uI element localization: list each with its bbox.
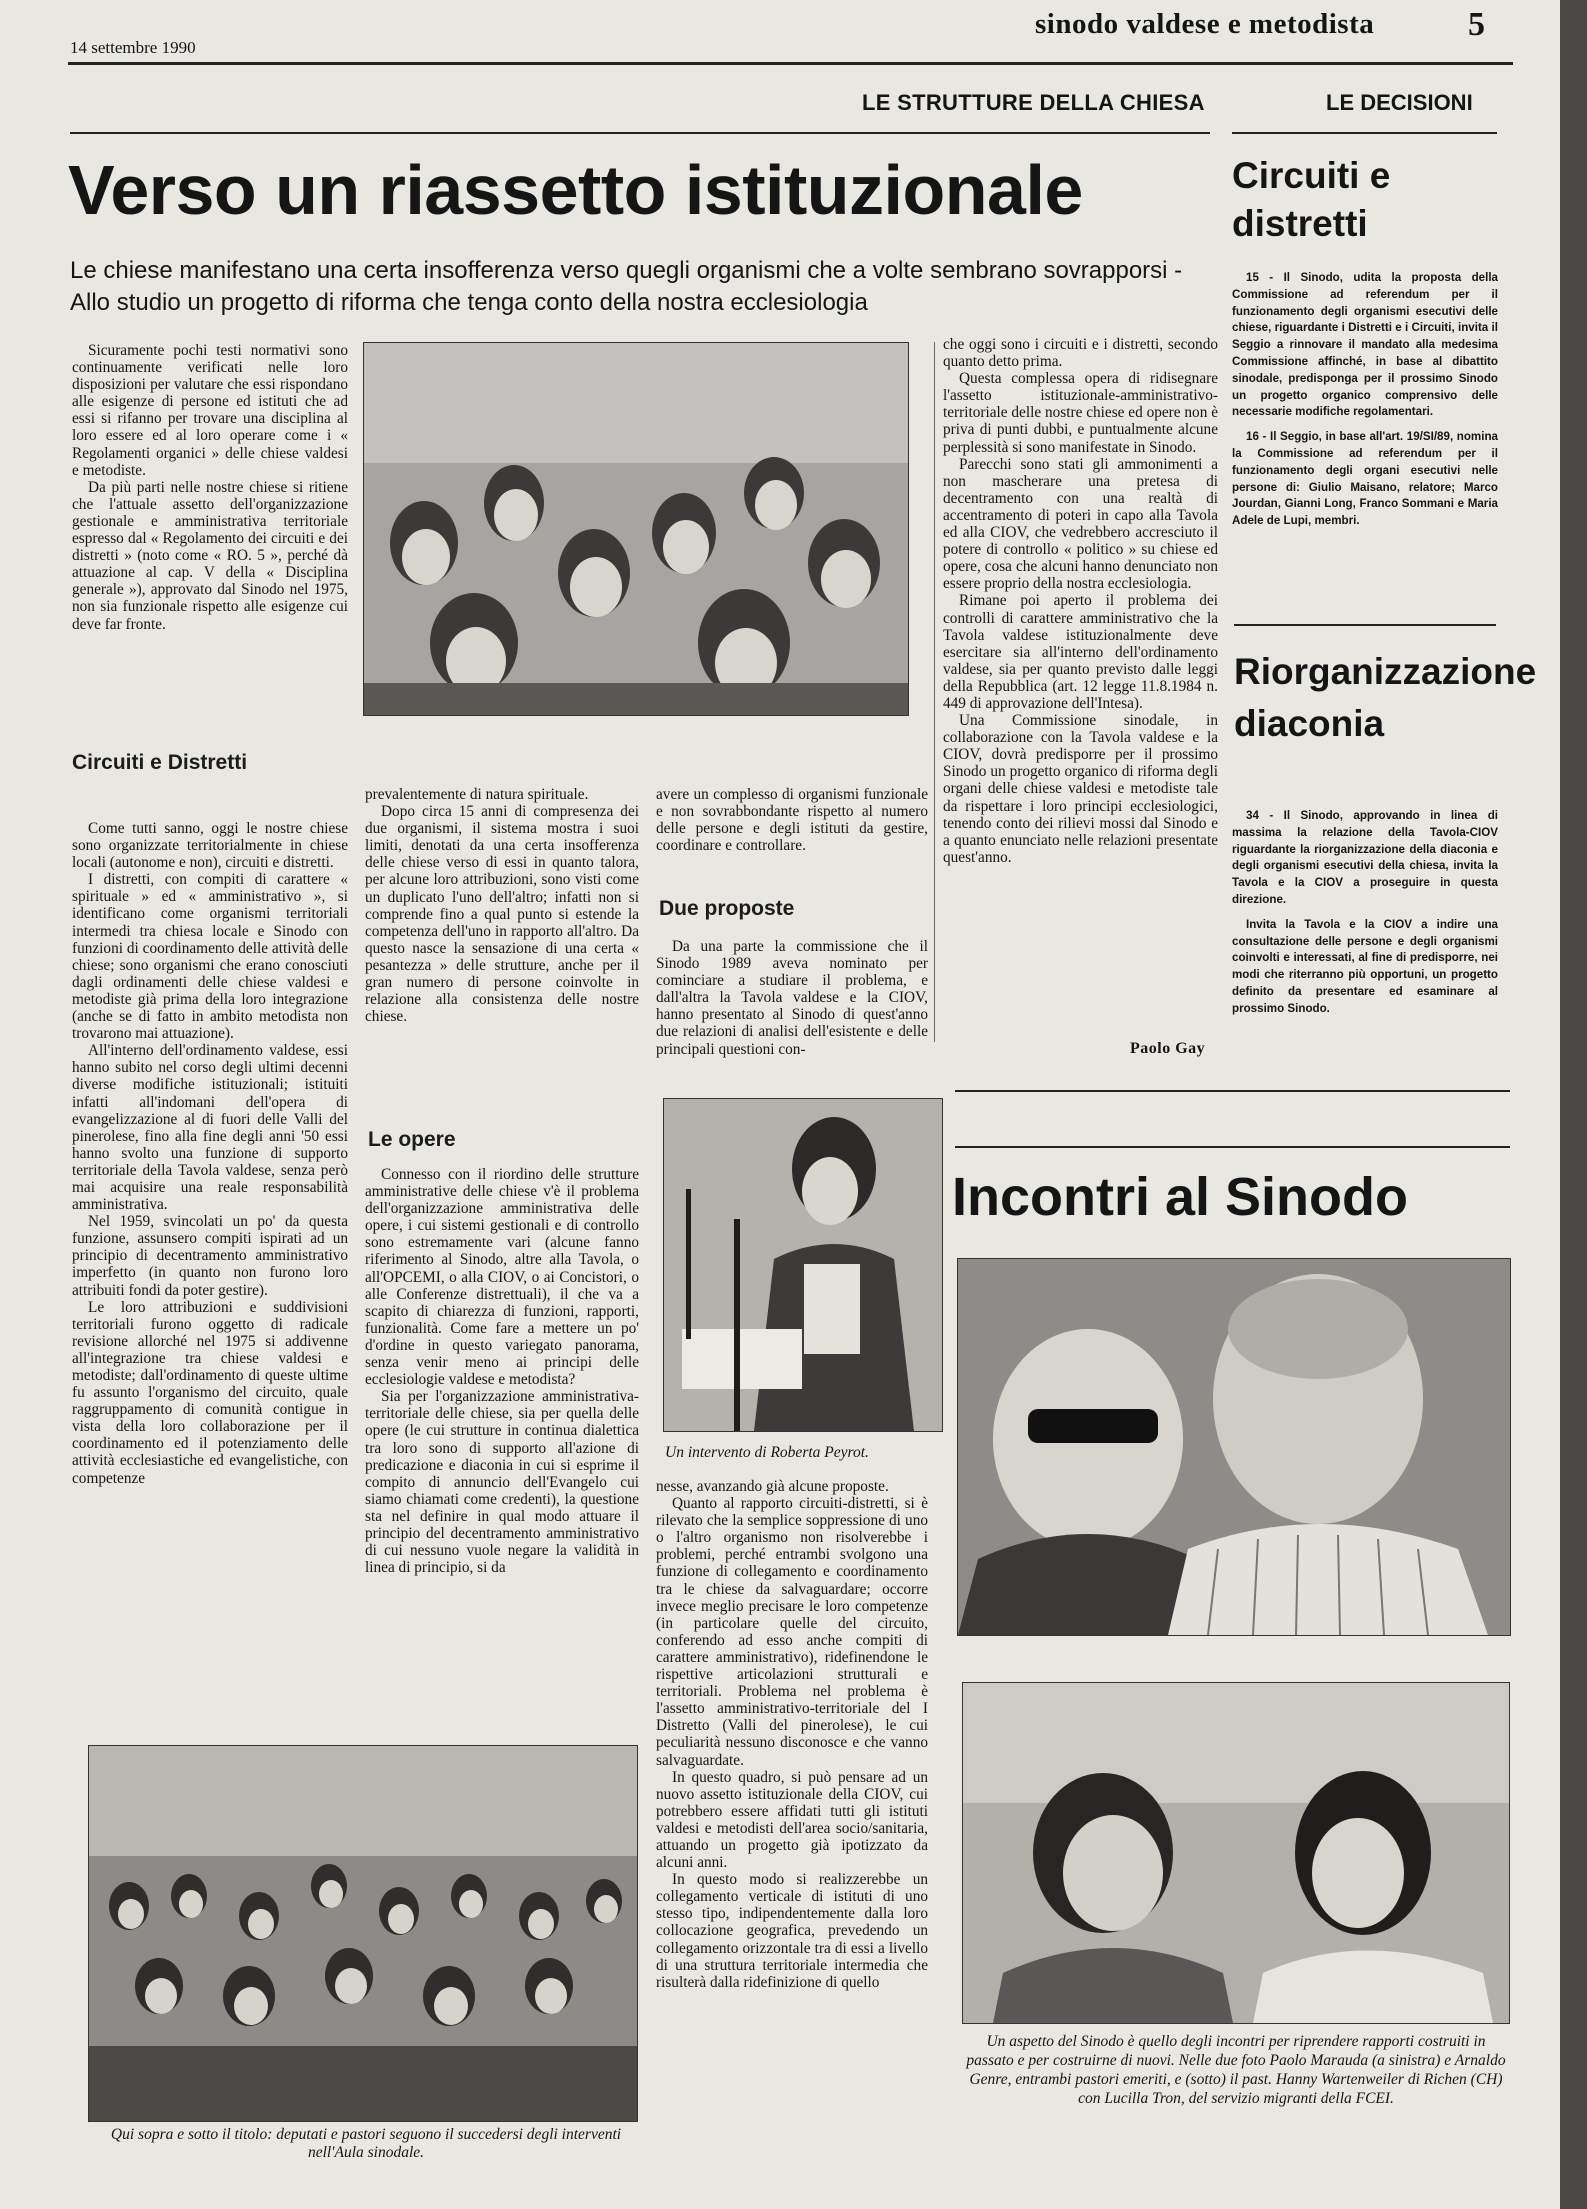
decisioni-divider <box>1234 624 1496 626</box>
paragraph: Sia per l'organizzazione amministrativa-territoriale delle chiese, sia per quella delle opere (le cui strutture in continua dialettica tra loro sono di supporto all'azione di predicazione e diaconia in cui si esprime il compito di annuncio dell'Evangelo cui siamo chiamati come credenti), la questione sta nel definire in qual modo attuare il principio del decentramento amministrativo di cui nessuno vuole negare la validità in linea di principio, si da <box>365 1388 639 1577</box>
paragraph: Rimane poi aperto il problema dei controlli di carattere amministrativo che la Tavola valdese istituzionalmente deve esercitare sia all'interno dell'ordinamento valdese, sia per quanto previsto dalle leggi della Repubblica (art. 12 legge 11.8.1984 n. 449 di approvazione dell'Intesa). <box>943 592 1218 712</box>
section-rule-right <box>1232 132 1497 134</box>
paragraph: Invita la Tavola e la CIOV a indire una consultazione delle persone e degli organismi coinvolti e interessati, al fine di predisporre, nei modi che riterranno più opportuni, un progetto definito da presentare ed esaminare al prossimo Sinodo. <box>1232 917 1498 1015</box>
paragraph: Da più parti nelle nostre chiese si ritiene che l'attuale assetto dell'organizzazione gestionale e amministrativa territoriale espresso dal « Regolamento dei circuiti e dei distretti » (noto come « RO. 5 », perché dà attuazione al cap. V della « Disciplina generale »), approvato dal Sinodo nel 1975, non sia funzionale rispetto alle esigenze cui deve far fronte. <box>72 478 348 633</box>
caption-peyrot: Un intervento di Roberta Peyrot. <box>665 1444 869 1461</box>
paragraph: 34 - Il Sinodo, approvando in linea di massima la relazione della Tavola-CIOV riguardante la riorganizzazione della diaconia e degli organismi esecutivi della chiesa, invita la Tavola e la CIOV a proseguire in questa direzione. <box>1232 809 1498 906</box>
photo-aula-sinodale <box>88 1745 638 2122</box>
subhead-opere: Le opere <box>368 1128 456 1151</box>
women-photo-illustration <box>963 1683 1509 2023</box>
column-rule <box>934 342 935 1042</box>
author-signature: Paolo Gay <box>1130 1040 1206 1057</box>
column-1 <box>72 820 348 1725</box>
paragraph: Come tutti sanno, oggi le nostre chiese sono organizzate territorialmente in chiese locali (autonome e non), circuiti e distretti. <box>72 820 348 872</box>
paragraph: Nel 1959, svincolati un po' da questa funzione, assunsero compiti ispirati ad un principio di decentramento amministrativo imperfetto (in quanto non furono loro attribuiti fondi da poter gestire). <box>72 1213 348 1299</box>
paragraph: I distretti, con compiti di carattere « spirituale » ed « amministrativo », si identificano come organismi territoriali intermedi tra chiesa locale e Sinodo con funzioni di coordinamento delle attività delle chiese; sono organismi che erano conosciuti dagli ordinamenti delle chiese valdesi e metodiste già prima della loro integrazione (anche se di fatto in ambito metodista non trovarono mai attuazione). <box>72 871 348 1043</box>
decisioni-text-diaconia <box>1232 808 1498 1048</box>
column-2a <box>365 786 639 1111</box>
column-3b <box>656 938 928 1078</box>
paragraph: Questa complessa opera di ridisegnare l'assetto istituzionale-amministrativo-territoriale delle nostre chiese ed opere non è priva di punti dubbi, e puntualmente alcune perplessità si sono manifestate in Sinodo. <box>943 370 1218 456</box>
intro-column <box>72 342 348 722</box>
column-4 <box>943 336 1218 1034</box>
masthead-rule <box>68 62 1513 65</box>
column-3a <box>656 786 928 868</box>
paragraph: 15 - Il Sinodo, udita la proposta della Commissione ad referendum per il funzionamento degli organismi esecutivi delle chiese, riguardante i Distretti e i Circuiti, invita il Seggio a rinnovare il mandato alla medesima Commissione affinché, in base al dibattito sinodale, predisponga per il prossimo Sinodo un progetto organico comprensivo delle necessarie modifiche regolamentari. <box>1232 271 1498 419</box>
subhead-proposte: Due proposte <box>659 897 795 920</box>
paragraph: Connesso con il riordino delle strutture amministrative delle chiese v'è il problema dell'organizzazione amministrativa delle opere, i cui sistemi gestionali e di controllo sono estremamente vari (alcune fanno riferimento al Sinodo, altre alla Tavola, o all'OPCEMI, o alla CIOV, o ai Concistori, o alle Conferenze distrettuali), il che va a scapito di chiarezza di funzioni, rapporti, funzionalità. Come fare a mettere un po' d'ordine in questo variegato panorama, senza venir meno ai principi delle ecclesiologie valdese e metodista? <box>365 1166 639 1389</box>
paragraph: All'interno dell'ordinamento valdese, essi hanno subito nel corso degli ultimi decenni diverse modifiche istituzionali; istituiti infatti all'indomani dell'opera di evangelizzazione al di fuori delle Valli del pinerolese, fino alla fine degli anni '50 essi hanno svolto una funzione di supporto territoriale della Tavola valdese, senza però mai acquisire una reale responsabilità amministrativa. <box>72 1042 348 1214</box>
section-label-decisioni: LE DECISIONI <box>1326 90 1473 115</box>
paragraph: Le loro attribuzioni e suddivisioni territoriali furono oggetto di radicale revisione allorché nel 1975 si addivenne all'integrazione tra chiese valdesi e metodiste; dall'ordinamento di queste ultime fu assunto l'organismo del circuito, quale raggruppamento di comunità contigue in vista della loro collaborazione per il coordinamento ed il potenziamento delle attività ecclesiastiche ed evangelistiche, con competenze <box>72 1298 348 1487</box>
speaker-photo-illustration <box>664 1099 942 1431</box>
page-edge <box>1560 0 1587 2209</box>
article-deck: Le chiese manifestano una certa insofferenza verso quegli organismi che a volte sembrano sovrapporsi - Allo studio un progetto di riforma che tenga conto della nostra ecclesiologia <box>70 257 1183 316</box>
article-headline: Verso un riassetto istituzionale <box>68 151 1083 229</box>
paragraph: In questo modo si realizzerebbe un collegamento verticale di istituti di uno stesso tipo, indipendentemente dalla loro collocazione geografica, prevedendo un collegamento orizzontale tra di essi a livello di una struttura territoriale intermedia che risulterà dalla ridefinizione di quello <box>656 1871 928 1991</box>
subhead-circuiti: Circuiti e Distretti <box>72 751 248 774</box>
paragraph: Parecchi sono stati gli ammonimenti a non mascherare una pretesa di decentramento con una realtà di accentramento di poteri in capo alla Tavola ed alla CIOV, che vedrebbero accresciuto il potere di controllo « politico » su chiese ed opere, cosa che alcuni hanno denunciato non essere proprio della nostra ecclesiologia. <box>943 455 1218 593</box>
crowd-photo-illustration <box>364 343 908 715</box>
decisioni-title-circuiti: Circuiti e distretti <box>1232 155 1391 244</box>
paragraph: Da una parte la commissione che il Sinodo 1989 aveva nominato per cominciare a studiare il problema, e dall'altra la Tavola valdese e la CIOV, hanno presentato al Sinodo di quest'anno due relazioni di analisi dell'esistente e delle principali questioni con- <box>656 938 928 1058</box>
paragraph: avere un complesso di organismi funzionale e non sovrabbondante rispetto al numero delle persone e degli istituti da gestire, coordinare e controllare. <box>656 786 928 855</box>
column-3c <box>656 1478 928 2150</box>
caption-margine: Un aspetto del Sinodo è quello degli incontri per riprendere rapporti costruiti in passato e per costruirne di nuovi. Nelle due foto Paolo Marauda (a sinistra) e Arnaldo Genre, entrambi pastori emeriti, e (sotto) il past. Hanny Wartenweiler di Richen (CH) con Lucilla Tron, del servizio migranti della FCEI. <box>966 2033 1506 2107</box>
page-number: 5 <box>1468 6 1485 43</box>
paragraph: prevalentemente di natura spirituale. <box>365 786 589 803</box>
margine-rule-top <box>955 1090 1510 1092</box>
margine-headline: Incontri al Sinodo <box>952 1167 1408 1227</box>
margine-rule-bottom <box>955 1146 1510 1148</box>
photo-wartenweiler-tron <box>962 1682 1510 2024</box>
paragraph: nesse, avanzando già alcune proposte. <box>656 1478 889 1495</box>
decisioni-title-diaconia: Riorganizzazione diaconia <box>1234 651 1537 744</box>
paragraph: Una Commissione sinodale, in collaborazione con la Tavola valdese e la CIOV, dovrà predisporre per il prossimo Sinodo un progetto organico di riforma degli organi delle chiese valdesi e metodiste tale da rispettare i loro principi ecclesiologici, tenendo conto dei rilievi mossi dal Sinodo e a quanto enunciato nelle relazioni presentate quest'anno. <box>943 712 1218 866</box>
photo-pastori-emeriti <box>957 1258 1511 1636</box>
section-rule-left <box>70 132 1210 134</box>
paragraph: che oggi sono i circuiti e i distretti, secondo quanto detto prima. <box>943 336 1218 371</box>
photo-roberta-peyrot <box>663 1098 943 1432</box>
paragraph: Quanto al rapporto circuiti-distretti, si è rilevato che la semplice soppressione di uno o l'altro organismo non risolverebbe i problemi, perché entrambi svolgono una funzione di collegamento e coordinamento tra le chiese da salvaguardare; occorre invece meglio precisare le loro competenze (in particolare quelle del circuito, conferendo ad esso anche compiti di carattere amministrativo), ridefinendone le rispettive articolazioni strutturali e territoriali. Problema nel problema è l'assetto amministrativo-territoriale del I Distretto (Valli del pinerolese), le cui peculiarità nessuno disconosce e che vanno salvaguardate. <box>656 1495 928 1769</box>
photo-deputies-top <box>363 342 909 716</box>
pastors-photo-illustration <box>958 1259 1510 1635</box>
caption-aula: Qui sopra e sotto il titolo: deputati e pastori seguono il succedersi degli interventi nell'Aula sinodale. <box>110 2126 622 2161</box>
publication-name: sinodo valdese e metodista <box>1035 8 1375 40</box>
section-label-strutture: LE STRUTTURE DELLA CHIESA <box>862 90 1205 115</box>
issue-date: 14 settembre 1990 <box>70 38 196 57</box>
aula-photo-illustration <box>89 1746 637 2121</box>
paragraph: 16 - Il Seggio, in base all'art. 19/SI/89, nomina la Commissione ad referendum per il funzionamento degli organi esecutivi nelle persone di: Giulio Maisano, relatore; Marco Jourdan, Gianni Long, Franco Sommani e Maria Adele de Lupi, membri. <box>1232 430 1498 528</box>
paragraph: In questo quadro, si può pensare ad un nuovo assetto istituzionale della CIOV, cui potrebbero essere affidati tutti gli istituti valdesi e metodisti dell'area socio/sanitaria, attuando un progetto già ipotizzato da alcuni anni. <box>656 1768 928 1872</box>
decisioni-text-circuiti <box>1232 270 1498 615</box>
paragraph: Dopo circa 15 anni di compresenza dei due organismi, il sistema mostra i suoi limiti, denotati da una certa insofferenza delle chiese verso di essi in quanto talora, per alcune loro attribuzioni, sono visti come un duplicato l'uno dell'altro; infatti non si comprende fino a qual punto si estende la competenza dell'uno in rapporto all'altro. Da questo nasce la sensazione di una certa « pesantezza » delle strutture, anche per il gran numero di persone coinvolte in relazione alla consistenza delle nostre chiese. <box>365 803 639 1026</box>
paragraph: Sicuramente pochi testi normativi sono continuamente verificati nelle loro disposizioni per valutare che essi rispondano alle esigenze di persone ed istituti che ad essi si rifanno per trovare una disciplina al loro essere ed al loro operare come i « Regolamenti organici » delle chiese valdesi e metodiste. <box>72 342 348 479</box>
column-2b <box>365 1166 639 1746</box>
